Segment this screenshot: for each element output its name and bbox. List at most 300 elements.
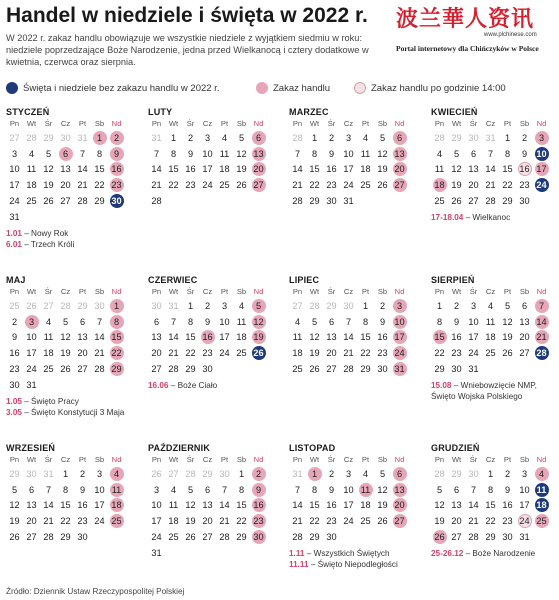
day-number: 21 — [485, 180, 496, 191]
day-number: 3 — [345, 132, 352, 143]
day-cell — [40, 146, 57, 162]
day-number: 12 — [434, 500, 445, 511]
holiday-name: – Święto Pracy — [21, 396, 79, 406]
day-number: 6 — [470, 148, 477, 159]
day-cell — [148, 345, 165, 361]
day-number: 13 — [151, 332, 162, 343]
weekday-label: Pn — [292, 287, 303, 296]
day-cell — [516, 482, 533, 498]
day-cell — [57, 498, 74, 514]
holiday-date: 11.11 — [289, 559, 309, 569]
day-number: 20 — [26, 516, 37, 527]
week-row — [289, 513, 417, 529]
day-cell — [91, 314, 108, 330]
day-cell — [431, 513, 448, 529]
day-number: 29 — [309, 532, 320, 543]
weekday-label: Pn — [151, 455, 162, 464]
day-number: 24 — [343, 180, 354, 191]
week-row — [431, 130, 559, 146]
day-cell — [482, 513, 499, 529]
weekday-label: Pt — [361, 119, 370, 128]
holiday-notes — [289, 548, 417, 570]
day-number: 23 — [326, 180, 337, 191]
day-cell — [216, 162, 233, 178]
day-cell — [108, 130, 125, 146]
day-number: 26 — [309, 364, 320, 375]
weekday-label: Śr — [469, 287, 478, 296]
day-number: 29 — [43, 132, 54, 143]
day-number: 21 — [536, 332, 547, 343]
day-cell — [57, 529, 74, 545]
weekday-label: Sb — [377, 455, 388, 464]
day-number: 11 — [168, 500, 179, 511]
day-number: 3 — [96, 468, 103, 479]
day-number: 25 — [236, 348, 247, 359]
day-number: 7 — [487, 148, 494, 159]
day-number: 3 — [25, 315, 39, 329]
day-cell — [199, 498, 216, 514]
day-cell — [340, 314, 357, 330]
week-row — [289, 330, 417, 346]
day-cell — [448, 298, 465, 314]
week-row — [289, 177, 417, 193]
day-cell — [465, 193, 482, 209]
day-cell — [6, 498, 23, 514]
weekday-label: Pn — [151, 287, 162, 296]
day-cell — [165, 314, 182, 330]
day-cell — [306, 482, 323, 498]
weekday-label: Sb — [519, 287, 530, 296]
day-number: 6 — [59, 147, 73, 161]
day-number: 31 — [343, 196, 354, 207]
weekday-label: Wt — [168, 119, 179, 128]
day-cell — [516, 498, 533, 514]
day-cell — [533, 345, 550, 361]
day-number: 7 — [294, 484, 301, 495]
day-cell — [289, 177, 306, 193]
day-number: 7 — [221, 484, 228, 495]
day-number: 21 — [292, 180, 303, 191]
day-number: 19 — [253, 332, 264, 343]
day-cell — [74, 482, 91, 498]
day-number: 2 — [110, 131, 124, 145]
day-cell — [533, 498, 550, 514]
day-number: 24 — [468, 348, 479, 359]
day-cell — [199, 146, 216, 162]
day-number: 8 — [238, 484, 245, 495]
day-cell — [23, 146, 40, 162]
day-number: 21 — [292, 516, 303, 527]
day-cell — [374, 330, 391, 346]
day-number: 22 — [502, 180, 513, 191]
day-cell — [516, 162, 533, 178]
day-cell — [357, 498, 374, 514]
weekday-label: Wt — [309, 287, 320, 296]
day-number: 7 — [535, 299, 549, 313]
week-row — [431, 177, 559, 193]
week-row — [148, 314, 276, 330]
day-cell — [91, 146, 108, 162]
day-cell — [289, 330, 306, 346]
weekday-label: Nd — [536, 119, 547, 128]
day-number: 5 — [436, 484, 443, 495]
day-number: 12 — [185, 500, 196, 511]
day-number: 1 — [170, 132, 177, 143]
day-cell — [40, 162, 57, 178]
weekday-label: Pt — [220, 119, 229, 128]
week-row — [6, 345, 134, 361]
day-number: 2 — [11, 316, 18, 327]
day-number: 13 — [326, 332, 337, 343]
day-number: 26 — [451, 196, 462, 207]
day-cell — [148, 545, 165, 561]
weekday-header — [431, 119, 559, 130]
day-number: 3 — [345, 468, 352, 479]
day-number: 25 — [434, 196, 445, 207]
day-number: 5 — [187, 484, 194, 495]
day-cell — [323, 193, 340, 209]
day-cell — [306, 345, 323, 361]
day-number: 28 — [168, 364, 179, 375]
day-cell — [499, 130, 516, 146]
week-row — [6, 130, 134, 146]
weekday-header — [289, 455, 417, 466]
day-number: 11 — [26, 164, 37, 175]
day-number: 8 — [362, 316, 369, 327]
day-cell — [216, 482, 233, 498]
day-cell — [482, 498, 499, 514]
day-number: 8 — [187, 316, 194, 327]
weekday-label: Śr — [327, 119, 336, 128]
day-cell — [499, 330, 516, 346]
day-cell — [23, 193, 40, 209]
day-number: 16 — [451, 332, 462, 343]
day-number: 26 — [236, 180, 247, 191]
day-cell — [465, 330, 482, 346]
day-number: 2 — [79, 468, 86, 479]
holiday-date: 25-26.12 — [431, 548, 464, 558]
day-number: 17 — [219, 332, 230, 343]
day-number: 15 — [485, 500, 496, 511]
month-name: KWIECIEŃ — [431, 107, 478, 117]
day-number: 21 — [468, 516, 479, 527]
day-cell — [250, 498, 267, 514]
logo — [392, 2, 557, 62]
page-title: Handel w niedziele i święta w 2022 r. — [6, 4, 368, 27]
month-grudzień — [431, 442, 559, 559]
day-number: 15 — [309, 164, 320, 175]
day-number: 24 — [536, 180, 547, 191]
day-number: 14 — [77, 164, 88, 175]
month-październik — [148, 442, 276, 561]
day-number: 9 — [204, 316, 211, 327]
day-number: 18 — [168, 516, 179, 527]
day-number: 24 — [519, 516, 530, 527]
day-cell — [165, 330, 182, 346]
day-cell — [323, 361, 340, 377]
legend-label: Zakaz handlu — [273, 82, 331, 94]
day-number: 29 — [485, 532, 496, 543]
legend-item-holiday — [6, 82, 219, 94]
day-number: 25 — [360, 516, 371, 527]
weekday-label: Śr — [327, 287, 336, 296]
holiday-note — [289, 548, 417, 559]
day-number: 22 — [309, 516, 320, 527]
day-cell — [108, 177, 125, 193]
weekday-label: Cz — [485, 119, 496, 128]
day-cell — [57, 361, 74, 377]
day-number: 27 — [60, 196, 71, 207]
week-row — [148, 330, 276, 346]
day-number: 9 — [504, 484, 511, 495]
month-sierpień — [431, 274, 559, 402]
day-number: 28 — [343, 364, 354, 375]
day-cell — [23, 482, 40, 498]
day-cell — [233, 498, 250, 514]
day-number: 27 — [519, 348, 530, 359]
day-cell — [6, 162, 23, 178]
weekday-label: Śr — [44, 455, 53, 464]
day-number: 3 — [393, 299, 407, 313]
day-cell — [182, 466, 199, 482]
day-cell — [499, 314, 516, 330]
holiday-name: – Święto Konstytucji 3 Maja — [21, 407, 125, 417]
day-cell — [448, 177, 465, 193]
day-cell — [6, 482, 23, 498]
day-number: 14 — [485, 164, 496, 175]
week-row — [6, 314, 134, 330]
week-row — [431, 529, 559, 545]
holiday-date: 1.05 — [6, 396, 22, 406]
day-number: 23 — [202, 348, 213, 359]
day-cell — [306, 466, 323, 482]
day-cell — [40, 298, 57, 314]
day-cell — [306, 146, 323, 162]
holiday-note — [431, 548, 559, 559]
weekday-label: Sb — [519, 455, 530, 464]
day-cell — [182, 482, 199, 498]
day-cell — [23, 162, 40, 178]
day-cell — [199, 177, 216, 193]
day-number: 2 — [379, 300, 386, 311]
day-number: 9 — [379, 316, 386, 327]
weekday-label: Pn — [434, 455, 445, 464]
week-row — [6, 361, 134, 377]
day-cell — [516, 193, 533, 209]
weekday-label: Wt — [168, 455, 179, 464]
day-number: 28 — [434, 132, 445, 143]
day-cell — [357, 345, 374, 361]
day-number: 30 — [343, 300, 354, 311]
weekday-label: Cz — [343, 455, 354, 464]
holiday-note — [431, 380, 559, 402]
day-cell — [233, 345, 250, 361]
day-number: 20 — [202, 516, 213, 527]
day-cell — [40, 361, 57, 377]
day-cell — [40, 345, 57, 361]
day-number: 5 — [62, 316, 69, 327]
day-cell — [340, 361, 357, 377]
day-cell — [91, 361, 108, 377]
weekday-header — [148, 119, 276, 130]
weekday-label: Sb — [236, 119, 247, 128]
day-cell — [431, 298, 448, 314]
day-cell — [499, 466, 516, 482]
holiday-name: – Boże Ciało — [168, 380, 218, 390]
day-number: 8 — [110, 315, 124, 329]
day-number: 8 — [311, 484, 318, 495]
day-number: 29 — [94, 196, 105, 207]
day-cell — [465, 130, 482, 146]
day-cell — [216, 130, 233, 146]
day-number: 12 — [377, 484, 388, 495]
day-number: 27 — [168, 468, 179, 479]
day-cell — [533, 330, 550, 346]
week-row — [289, 529, 417, 545]
weekday-label: Nd — [253, 119, 264, 128]
trade-ban-swatch-icon — [256, 82, 268, 94]
day-cell — [91, 330, 108, 346]
day-cell — [216, 298, 233, 314]
day-cell — [374, 361, 391, 377]
day-number: 2 — [504, 468, 511, 479]
day-number: 4 — [110, 467, 124, 481]
day-cell — [357, 162, 374, 178]
holiday-note — [6, 239, 134, 250]
weekday-label: Cz — [485, 287, 496, 296]
day-number: 17 — [202, 164, 213, 175]
day-number: 21 — [343, 348, 354, 359]
day-cell — [448, 314, 465, 330]
day-number: 15 — [94, 164, 105, 175]
day-number: 24 — [394, 348, 405, 359]
day-number: 22 — [168, 180, 179, 191]
holiday-note — [6, 228, 134, 239]
day-number: 30 — [219, 468, 230, 479]
day-cell — [74, 146, 91, 162]
day-number: 21 — [168, 348, 179, 359]
day-cell — [357, 314, 374, 330]
day-cell — [199, 482, 216, 498]
day-cell — [57, 146, 74, 162]
logo-url: www.plchinese.com — [484, 32, 537, 38]
day-cell — [182, 529, 199, 545]
weekday-label: Sb — [377, 119, 388, 128]
day-cell — [323, 130, 340, 146]
day-number: 23 — [377, 348, 388, 359]
day-number: 14 — [536, 316, 547, 327]
day-cell — [533, 298, 550, 314]
day-cell — [23, 177, 40, 193]
weekday-label: Wt — [309, 119, 320, 128]
day-cell — [431, 361, 448, 377]
day-cell — [431, 482, 448, 498]
weekday-header — [6, 287, 134, 298]
day-cell — [216, 513, 233, 529]
day-cell — [357, 513, 374, 529]
day-number: 7 — [470, 484, 477, 495]
day-cell — [57, 177, 74, 193]
day-cell — [216, 466, 233, 482]
day-number: 14 — [292, 500, 303, 511]
day-number: 4 — [436, 148, 443, 159]
day-cell — [6, 513, 23, 529]
day-number: 12 — [377, 148, 388, 159]
weekday-label: Pt — [503, 119, 512, 128]
week-row — [148, 361, 276, 377]
day-number: 18 — [26, 180, 37, 191]
week-row — [6, 529, 134, 545]
day-number: 12 — [253, 316, 264, 327]
day-number: 7 — [153, 148, 160, 159]
day-cell — [182, 330, 199, 346]
weekday-label: Sb — [236, 455, 247, 464]
day-number: 5 — [379, 468, 386, 479]
day-number: 6 — [393, 467, 407, 481]
day-number: 31 — [394, 364, 405, 375]
holiday-date: 1.01 — [6, 228, 22, 238]
day-number: 15 — [309, 500, 320, 511]
day-cell — [57, 513, 74, 529]
day-cell — [465, 177, 482, 193]
day-number: 28 — [434, 468, 445, 479]
weekday-label: Cz — [202, 455, 213, 464]
day-cell — [199, 361, 216, 377]
day-number: 13 — [202, 500, 213, 511]
day-number: 8 — [487, 484, 494, 495]
day-cell — [91, 466, 108, 482]
day-number: 10 — [202, 148, 213, 159]
day-cell — [74, 513, 91, 529]
month-name: LUTY — [148, 107, 173, 117]
weekday-label: Wt — [451, 455, 462, 464]
day-cell — [431, 529, 448, 545]
day-number: 3 — [204, 132, 211, 143]
day-cell — [165, 466, 182, 482]
day-number: 28 — [94, 364, 105, 375]
month-name: SIERPIEŃ — [431, 275, 475, 285]
day-cell — [6, 361, 23, 377]
week-row — [289, 193, 417, 209]
day-cell — [516, 298, 533, 314]
weekday-header — [289, 287, 417, 298]
week-row — [148, 298, 276, 314]
month-marzec — [289, 106, 417, 209]
day-number: 23 — [451, 348, 462, 359]
day-number: 27 — [253, 180, 264, 191]
day-number: 5 — [504, 300, 511, 311]
holiday-notes — [148, 380, 276, 391]
month-wrzesień — [6, 442, 134, 545]
day-cell — [306, 314, 323, 330]
day-number: 3 — [470, 300, 477, 311]
day-cell — [6, 529, 23, 545]
day-number: 20 — [151, 348, 162, 359]
day-number: 3 — [221, 300, 228, 311]
day-cell — [391, 482, 408, 498]
day-cell — [391, 146, 408, 162]
day-number: 29 — [360, 364, 371, 375]
day-cell — [108, 162, 125, 178]
day-cell — [74, 466, 91, 482]
day-number: 21 — [77, 180, 88, 191]
day-cell — [465, 146, 482, 162]
day-cell — [23, 345, 40, 361]
day-cell — [233, 330, 250, 346]
week-row — [289, 498, 417, 514]
logo-chinese-text: 波兰華人资讯 — [396, 6, 535, 32]
day-number: 22 — [185, 348, 196, 359]
